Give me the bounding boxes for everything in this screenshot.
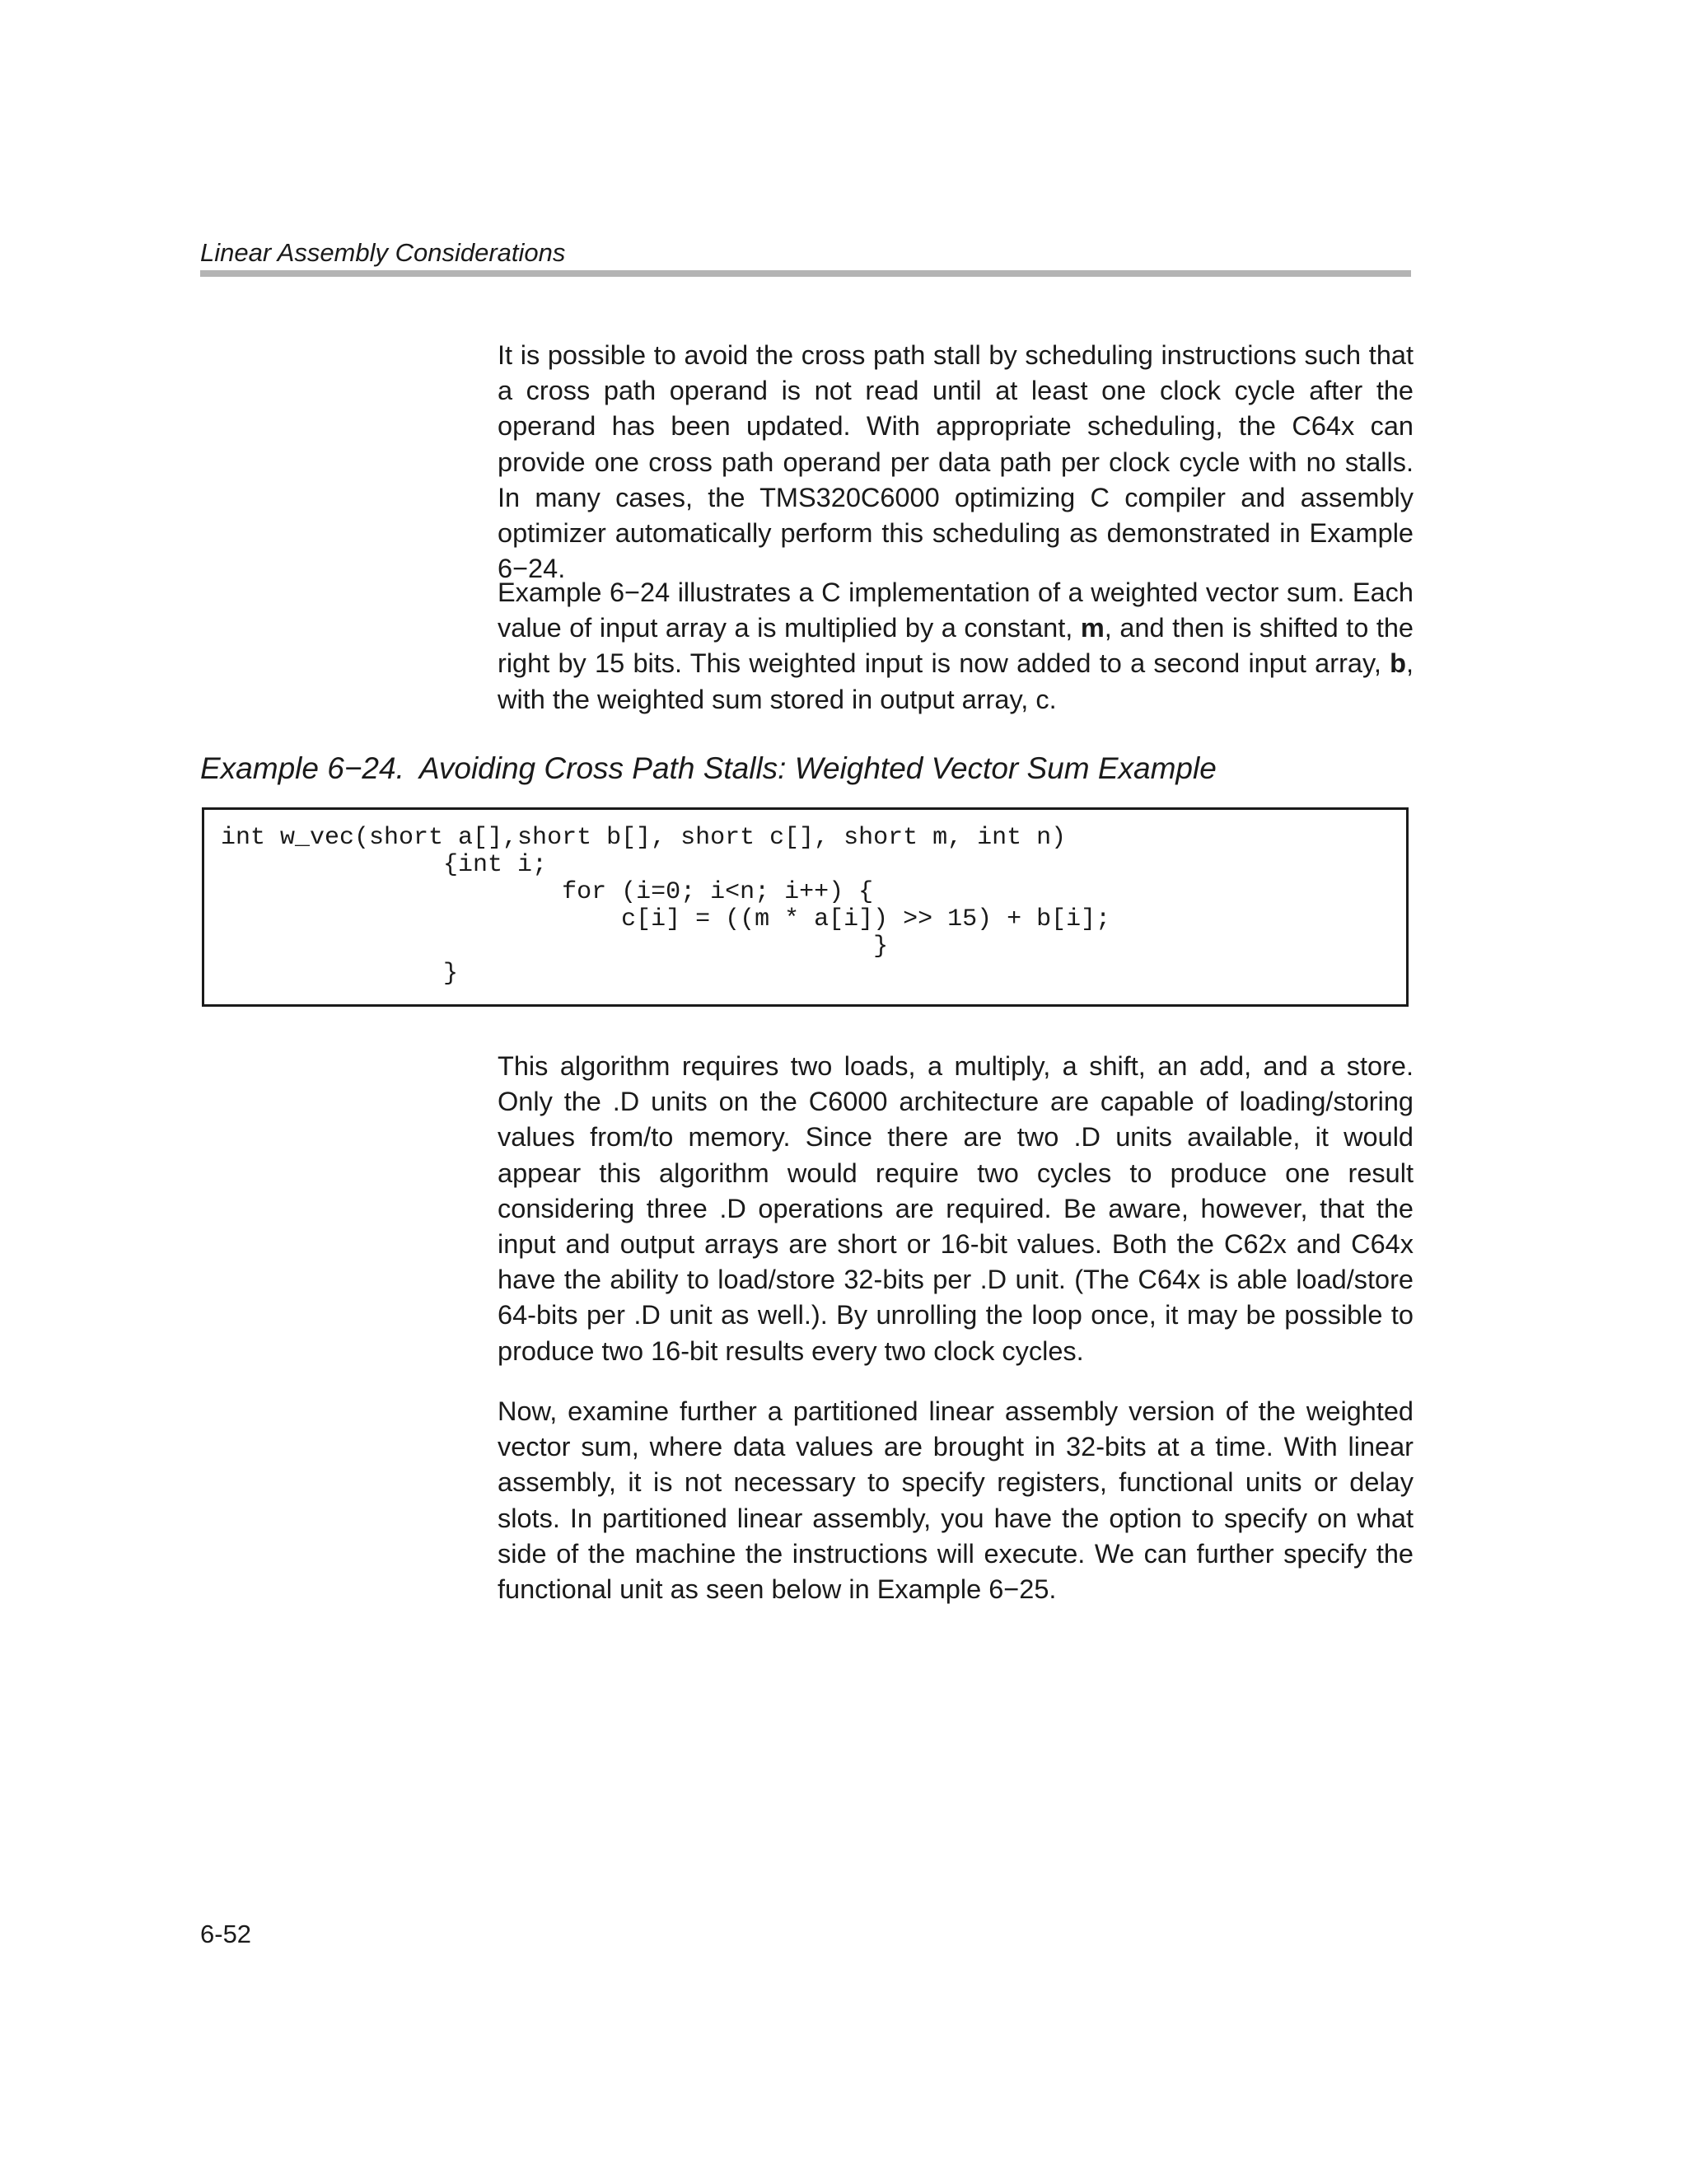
code-listing-box: [202, 807, 1409, 1007]
paragraph-cross-path-scheduling: It is possible to avoid the cross path stall by scheduling instructions such that a cross path operand is not read until at least one clock cycle after the operand has been updated. With appropriate scheduling, the C64x can provide one cross path operand per data path per clock cycle with no stalls. In many cases, the TMS320C6000 optimizing C compiler and assembly optimizer automatically perform this scheduling as demonstrated in Example 6−24.: [498, 340, 1414, 584]
bold-term-m: m: [1080, 613, 1105, 643]
paragraph-linear-assembly: Now, examine further a partitioned linear assembly version of the weighted vector sum, where data values are brought in 32-bits at a time. With linear assembly, it is not necessary to specify registers, functional units or delay slots. In partitioned linear assembly, you have the option to specify on what side of the machine the instructions will execute. We can further specify the functional unit as seen below in Example 6−25.: [498, 1396, 1414, 1605]
header-rule: [200, 270, 1411, 277]
bold-term-b: b: [1390, 648, 1406, 679]
page-number: 6-52: [200, 1920, 252, 1948]
paragraph-algorithm-analysis: This algorithm requires two loads, a multiply, a shift, an add, and a store. Only the .D units on the C6000 architecture are capable of loading/storing values from/to memory. Since there are two .D units available, it would appear this algorithm would require two cycles to produce one result considering three .D operations are required. Be aware, however, that the input and output arrays are short or 16-bit values. Both the C62x and C64x have the ability to load/store 32-bits per .D unit. (The C64x is able load/store 64-bits per .D unit as well.). By unrolling the loop once, it may be possible to produce two 16-bit results every two clock cycles.: [498, 1051, 1414, 1366]
running-header: Linear Assembly Considerations: [200, 238, 566, 267]
example-title: Avoiding Cross Path Stalls: Weighted Vector Sum Example: [418, 751, 1217, 785]
example-caption: [200, 750, 1217, 788]
paragraph-text: , and then is shifted to the right by 15 bits. This weighted input is now added to a second input array,: [498, 613, 1414, 679]
example-label: Example 6−24.: [200, 751, 404, 785]
paragraph-text: , with the weighted sum stored in output array, c.: [498, 648, 1414, 714]
code-listing: int w_vec(short a[],short b[], short c[], short m, int n) {int i; for (i=0; i<n; i++) { c[i] = ((m * a[i]) >> 15) + b[i]; } }: [221, 824, 1111, 988]
paragraph-example-intro: [498, 575, 1414, 718]
paragraph-text: Example 6−24 illustrates a C implementation of a weighted vector sum. Each value of input array a is multiplied by a constant,: [498, 578, 1414, 643]
